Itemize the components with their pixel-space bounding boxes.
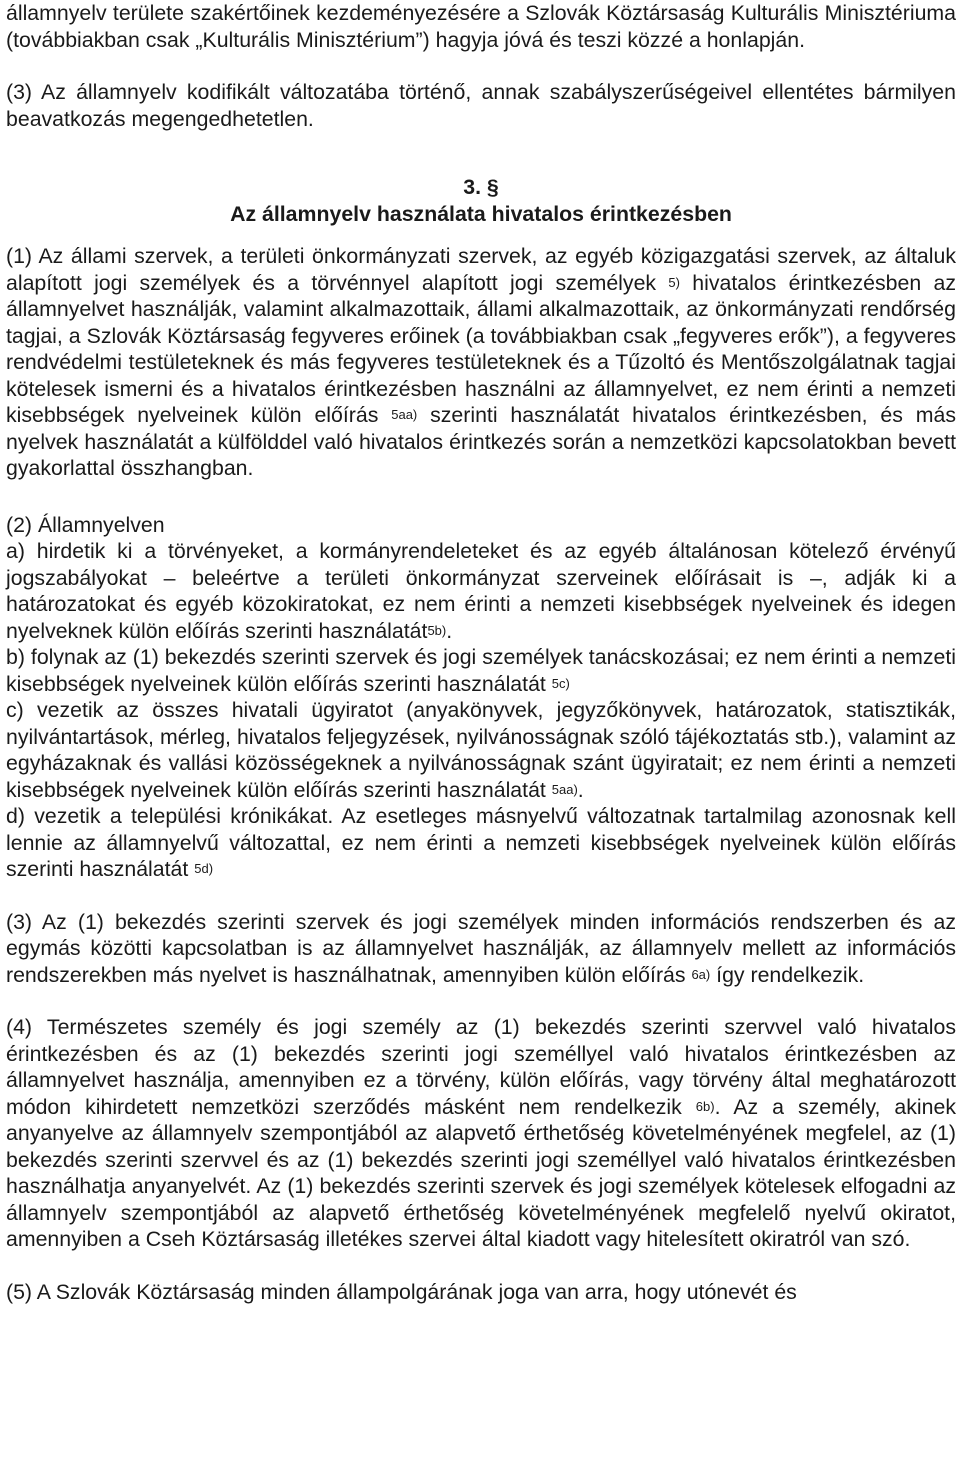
footnote-ref: 5aa) [391,407,418,422]
paragraph-1-text-c: szerinti használatát hivatalos érintkezésben, és más nyelvek használatát a külfölddel való hivatalos érintkezés során a nemzetközi kapcsolatokban bevett gyakorlattal összhangban. [6,403,956,480]
paragraph-5: (5) A Szlovák Köztársaság minden állampolgárának joga van arra, hogy utónevét és [6,1279,797,1304]
footnote-ref: 6a) [691,966,711,982]
intro-paragraph: államnyelv területe szakértőinek kezdeményezésére a Szlovák Köztársaság Kulturális Minisztériuma (továbbiakban csak „Kulturális Minisztérium”) hagyja jóvá és teszi közzé a honlapján. [6,1,956,52]
section-title: Az államnyelv használata hivatalos érintkezésben [230,201,732,226]
item-a-end: . [446,618,453,643]
document-page [6,0,956,1305]
paragraph-1-text-b: hivatalos érintkezésben az államnyelvet használják, valamint alkalmazottaik, állami alkalmazottaik, az önkormányzati rendőrség tagjai, a Szlovák Köztársaság fegyveres erőinek (a továbbiakban csak „fegyveres erők”), a fegyveres rendvédelmi testületeknek és más fegyveres testületeknek és a Tűzoltó és Mentőszolgálatnak tagjai kötelesek ismerni és a hivatalos érintkezésben használni az államnyelvet, ez nem érinti a nemzeti kisebbségek nyelveinek külön előírás [6,270,956,427]
paragraph-4 [6,1014,956,1253]
section-heading [6,174,956,227]
paragraph-4-text-a: (4) Természetes személy és jogi személy az (1) bekezdés szerinti szervvel való hivatalos érintkezésben és az (1) bekezdés szerinti jogi személlyel való hivatalos érintkezésben az államnyelvet használja, amennyiben ez a törvény, külön előírás, vagy törvény által meghatározott módon kihirdetett nemzetközi szerződés másként nem rendelkezik [6,1015,956,1119]
section-number: 3. § [463,175,499,199]
paragraph-2-lead: (2) Államnyelven [6,512,165,537]
item-c-end: . [577,777,584,802]
paragraph-1 [6,243,956,482]
paragraph-2 [6,512,956,883]
paragraph-2-item-d [6,803,956,883]
item-a-text: a) hirdetik ki a törvényeket, a kormányrendeleteket és az egyéb általánosan kötelező érvényű jogszabályokat – beleértve a területi önkormányzat szerveinek előírásait is –, adják ki a határozatokat és egyéb közokiratokat, ez nem érinti a nemzeti kisebbségek nyelveinek és idegen nyelveknek külön előírás szerinti használatát [6,539,956,643]
paragraph-1-text-a: (1) Az állami szervek, a területi önkormányzati szervek, az egyéb közigazgatási szervek, az általuk alapított jogi személyek és a törvénnyel alapított jogi személyek [6,244,956,295]
paragraph-2-item-c [6,697,956,803]
paragraph-2-3: (3) Az államnyelv kodifikált változatába történő, annak szabályszerűségeivel ellentétes bármilyen beavatkozás megengedhetetlen. [6,80,956,131]
footnote-ref: 5b) [427,622,447,638]
item-d-text: d) vezetik a települési krónikákat. Az esetleges másnyelvű változatnak tartalmilag azonosnak kell lennie az államnyelvű változattal, ez nem érinti a nemzeti kisebbségek nyelveinek külön előírás szerinti használatát [6,804,956,881]
footnote-ref: 5c) [551,675,570,691]
footnote-ref: 5aa) [551,781,578,797]
item-b-text: b) folynak az (1) bekezdés szerinti szervek és jogi személyek tanácskozásai; ez nem érinti a nemzeti kisebbségek nyelveinek külön előírás szerinti használatát [6,645,956,696]
paragraph-3-text-a: (3) Az (1) bekezdés szerinti szervek és jogi személyek minden információs rendszerben és az egymás közötti kapcsolatban is az államnyelvet használják, az államnyelv mellett az információs rendszerekben más nyelvet is használhatnak, amennyiben külön előírás [6,909,956,987]
item-c-text: c) vezetik az összes hivatali ügyiratot (anyakönyvek, jegyzőkönyvek, határozatok, statisztikák, nyilvántartások, mérleg, hivatalos feljegyzések, nyilvánosságnak szóló tájékoztatás stb.), valamint az egyházaknak és vallási közösségeknek a nyilvánosságnak szánt ügyiratait; ez nem érinti a nemzeti kisebbségek nyelveinek külön előírás szerinti használatát [6,698,956,802]
paragraph-3-text-b: így rendelkezik. [716,962,865,987]
footnote-ref: 6b) [695,1098,715,1114]
footnote-ref: 5d) [194,861,214,876]
footnote-ref: 5) [668,274,680,290]
paragraph-2-item-b [6,644,956,697]
paragraph-2-item-a [6,538,956,644]
paragraph-3 [6,909,956,989]
paragraph-4-text-b: . Az a személy, akinek anyanyelve az államnyelv szempontjából az alapvető érthetőség követelményének megfelel, az (1) bekezdés szerinti szervvel és az (1) bekezdés szerinti jogi személlyel való hivatalos érintkezésben használhatja anyanyelvét. Az (1) bekezdés szerinti szervek és jogi személyek kötelesek elfogadni az államnyelv szempontjából az alapvető érthetőség követelményének megfelelő nyelvű okiratot, amennyiben a Cseh Köztársaság illetékes szervei által kiadott vagy hitelesített okiratról van szó. [6,1094,956,1251]
